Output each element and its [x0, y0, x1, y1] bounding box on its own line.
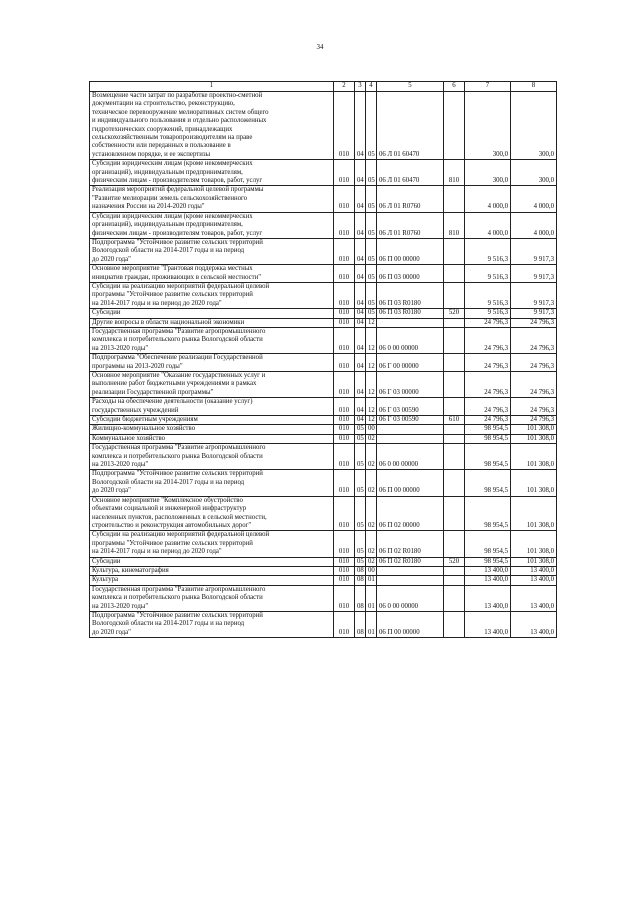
amount-2018-cell: 98 954,5	[465, 425, 511, 434]
grbs-code-cell: 010	[334, 282, 355, 308]
target-article-cell	[377, 576, 444, 585]
amount-2018-cell: 13 400,0	[465, 585, 511, 611]
grbs-code-cell: 010	[334, 92, 355, 160]
item-name-line: Вологодской области на 2014-2017 годы и на период	[92, 478, 245, 486]
amount-2019-cell: 24 796,3	[511, 318, 557, 327]
target-article-cell: 06 Л 01 R0760	[377, 186, 444, 212]
target-article-cell: 06 Л 01 R0760	[377, 212, 444, 238]
item-name-line: документации на строительство, реконструкцию,	[92, 100, 235, 108]
target-article-cell: 06 Г 00 00000	[377, 354, 444, 372]
expense-type-cell	[444, 496, 465, 531]
item-name-cell	[90, 160, 334, 186]
section-code-cell: 05	[355, 557, 366, 566]
item-name-line: сельскохозяйственным товаропроизводителям на праве	[92, 134, 253, 142]
grbs-code-cell: 010	[334, 576, 355, 585]
item-name-cell	[90, 398, 334, 416]
item-name-line: Другие вопросы в области национальной экономики	[92, 318, 245, 326]
amount-2018-cell: 9 516,3	[465, 309, 511, 318]
expense-type-cell	[444, 282, 465, 308]
item-name-line: Подпрограмма "Обеспечение реализации Государственной	[92, 354, 263, 362]
item-name-line: Субсидии на реализацию мероприятий федеральной целевой	[92, 282, 270, 290]
amount-2019-cell: 4 000,0	[511, 186, 557, 212]
expense-type-cell	[444, 531, 465, 557]
item-name-line: Реализация мероприятий федеральной целевой программы	[92, 186, 264, 194]
item-name-cell	[90, 372, 334, 398]
item-name-cell	[90, 566, 334, 575]
expense-type-cell	[444, 470, 465, 496]
subsection-code-cell: 02	[366, 434, 377, 443]
item-name-line: организаций), индивидуальным предпринимателям,	[92, 168, 243, 176]
header-cell: 6	[444, 82, 465, 92]
amount-2018-cell: 13 400,0	[465, 566, 511, 575]
amount-2019-cell: 24 796,3	[511, 398, 557, 416]
section-code-cell: 05	[355, 444, 366, 470]
item-name-line: Расходы на обеспечение деятельности (оказание услуг)	[92, 398, 253, 406]
table-row	[90, 92, 557, 160]
amount-2019-cell: 13 400,0	[511, 566, 557, 575]
subsection-code-cell: 05	[366, 186, 377, 212]
expense-type-cell: 810	[444, 212, 465, 238]
item-name-cell	[90, 238, 334, 264]
grbs-code-cell: 010	[334, 566, 355, 575]
item-name-cell	[90, 186, 334, 212]
item-name-line: программы на 2013-2020 годы"	[92, 362, 183, 370]
item-name-line: до 2020 года"	[92, 628, 131, 636]
section-code-cell: 04	[355, 265, 366, 283]
grbs-code-cell: 010	[334, 238, 355, 264]
subsection-code-cell: 01	[366, 576, 377, 585]
table-row	[90, 470, 557, 496]
subsection-code-cell: 00	[366, 566, 377, 575]
expense-type-cell	[444, 238, 465, 264]
table-row	[90, 212, 557, 238]
grbs-code-cell: 010	[334, 318, 355, 327]
subsection-code-cell: 02	[366, 531, 377, 557]
amount-2018-cell: 4 000,0	[465, 212, 511, 238]
section-code-cell: 04	[355, 160, 366, 186]
table-row	[90, 531, 557, 557]
amount-2018-cell: 98 954,5	[465, 496, 511, 531]
target-article-cell: 06 П 02 00000	[377, 496, 444, 531]
section-code-cell: 04	[355, 398, 366, 416]
amount-2018-cell: 24 796,3	[465, 416, 511, 425]
amount-2018-cell: 4 000,0	[465, 186, 511, 212]
table-row	[90, 416, 557, 425]
subsection-code-cell: 05	[366, 92, 377, 160]
header-cell: 4	[366, 82, 377, 92]
target-article-cell: 06 П 03 R0180	[377, 309, 444, 318]
subsection-code-cell: 05	[366, 160, 377, 186]
amount-2018-cell: 9 516,3	[465, 282, 511, 308]
expense-type-cell	[444, 318, 465, 327]
grbs-code-cell: 010	[334, 265, 355, 283]
amount-2019-cell: 101 308,0	[511, 470, 557, 496]
subsection-code-cell: 12	[366, 318, 377, 327]
item-name-line: Основное мероприятие "Оказание государственных услуг и	[92, 372, 266, 379]
amount-2018-cell: 300,0	[465, 92, 511, 160]
table-body	[90, 92, 557, 638]
subsection-code-cell: 05	[366, 265, 377, 283]
amount-2018-cell: 9 516,3	[465, 238, 511, 264]
amount-2019-cell: 300,0	[511, 92, 557, 160]
subsection-code-cell: 12	[366, 398, 377, 416]
item-name-line: выполнение работ бюджетными учреждениями в рамках	[92, 380, 257, 388]
grbs-code-cell: 010	[334, 444, 355, 470]
expense-type-cell: 610	[444, 416, 465, 425]
expense-type-cell	[444, 265, 465, 283]
item-name-cell	[90, 611, 334, 637]
expense-type-cell	[444, 585, 465, 611]
item-name-line: Субсидии юридическим лицам (кроме некоммерческих	[92, 212, 253, 220]
grbs-code-cell: 010	[334, 212, 355, 238]
table-row	[90, 425, 557, 434]
amount-2019-cell: 13 400,0	[511, 611, 557, 637]
item-name-line: Субсидии	[92, 309, 121, 317]
table-row	[90, 265, 557, 283]
amount-2018-cell: 13 400,0	[465, 576, 511, 585]
grbs-code-cell: 010	[334, 470, 355, 496]
section-code-cell: 05	[355, 434, 366, 443]
section-code-cell: 08	[355, 576, 366, 585]
amount-2018-cell: 24 796,3	[465, 327, 511, 353]
grbs-code-cell: 010	[334, 557, 355, 566]
section-code-cell: 04	[355, 186, 366, 212]
amount-2019-cell: 9 917,3	[511, 238, 557, 264]
amount-2019-cell: 9 917,3	[511, 309, 557, 318]
section-code-cell: 04	[355, 354, 366, 372]
item-name-line: "Развитие мелиорации земель сельскохозяйственного	[92, 194, 248, 202]
expense-type-cell: 520	[444, 309, 465, 318]
item-name-line: инициатив граждан, проживающих в сельской местности"	[92, 273, 262, 281]
target-article-cell: 06 Л 01 60470	[377, 160, 444, 186]
expense-type-cell: 520	[444, 557, 465, 566]
header-cell: 3	[355, 82, 366, 92]
subsection-code-cell: 02	[366, 557, 377, 566]
item-name-line: физическим лицам - производителям товаров, работ, услуг	[92, 177, 263, 185]
amount-2018-cell: 24 796,3	[465, 372, 511, 398]
amount-2018-cell: 24 796,3	[465, 398, 511, 416]
item-name-cell	[90, 531, 334, 557]
item-name-line: на 2013-2020 годы"	[92, 461, 149, 469]
item-name-line: Государственная программа "Развитие агропромышленного	[92, 327, 266, 335]
item-name-line: организаций), индивидуальным предпринимателям,	[92, 221, 243, 229]
item-name-cell	[90, 496, 334, 531]
grbs-code-cell: 010	[334, 309, 355, 318]
item-name-line: Основное мероприятие "Грантовая поддержка местных	[92, 265, 253, 273]
item-name-line: Вологодской области на 2014-2017 годы и на период	[92, 620, 245, 628]
item-name-line: Подпрограмма "Устойчивое развитие сельских территорий	[92, 238, 263, 246]
amount-2018-cell: 98 954,5	[465, 557, 511, 566]
table-row	[90, 566, 557, 575]
expense-type-cell	[444, 566, 465, 575]
amount-2018-cell: 24 796,3	[465, 318, 511, 327]
subsection-code-cell: 02	[366, 470, 377, 496]
amount-2018-cell: 98 954,5	[465, 444, 511, 470]
target-article-cell	[377, 566, 444, 575]
subsection-code-cell: 02	[366, 444, 377, 470]
section-code-cell: 04	[355, 212, 366, 238]
item-name-line: Возмещение части затрат по разработке проектно-сметной	[92, 92, 263, 99]
table-row	[90, 318, 557, 327]
table-row	[90, 444, 557, 470]
section-code-cell: 05	[355, 425, 366, 434]
item-name-line: на 2013-2020 годы"	[92, 344, 149, 352]
amount-2019-cell: 4 000,0	[511, 212, 557, 238]
section-code-cell: 04	[355, 309, 366, 318]
amount-2018-cell: 24 796,3	[465, 354, 511, 372]
expense-type-cell	[444, 372, 465, 398]
expense-type-cell	[444, 444, 465, 470]
section-code-cell: 04	[355, 92, 366, 160]
section-code-cell: 05	[355, 470, 366, 496]
grbs-code-cell: 010	[334, 434, 355, 443]
item-name-cell	[90, 470, 334, 496]
subsection-code-cell: 00	[366, 425, 377, 434]
section-code-cell: 04	[355, 238, 366, 264]
subsection-code-cell: 01	[366, 585, 377, 611]
section-code-cell: 08	[355, 611, 366, 637]
table-row	[90, 309, 557, 318]
item-name-line: и индивидуального пользования и отдельно расположенных	[92, 117, 267, 125]
section-code-cell: 04	[355, 372, 366, 398]
grbs-code-cell: 010	[334, 496, 355, 531]
item-name-cell	[90, 434, 334, 443]
grbs-code-cell: 010	[334, 327, 355, 353]
expense-type-cell	[444, 425, 465, 434]
grbs-code-cell: 010	[334, 354, 355, 372]
expense-type-cell	[444, 354, 465, 372]
target-article-cell: 06 0 00 00000	[377, 444, 444, 470]
target-article-cell	[377, 434, 444, 443]
subsection-code-cell: 02	[366, 496, 377, 531]
section-code-cell: 08	[355, 566, 366, 575]
item-name-cell	[90, 576, 334, 585]
subsection-code-cell: 12	[366, 416, 377, 425]
budget-table	[89, 81, 557, 638]
amount-2018-cell: 9 516,3	[465, 265, 511, 283]
table-row	[90, 282, 557, 308]
target-article-cell	[377, 425, 444, 434]
target-article-cell	[377, 318, 444, 327]
section-code-cell: 04	[355, 318, 366, 327]
item-name-cell	[90, 92, 334, 160]
item-name-line: Культура	[92, 576, 119, 584]
item-name-cell	[90, 212, 334, 238]
item-name-line: Субсидии на реализацию мероприятий федеральной целевой	[92, 531, 270, 539]
target-article-cell: 06 Л 01 60470	[377, 92, 444, 160]
item-name-line: объектами социальной и инженерной инфраструктур	[92, 505, 247, 513]
target-article-cell: 06 0 00 00000	[377, 327, 444, 353]
item-name-line: комплекса и потребительского рынка Вологодской области	[92, 452, 263, 460]
expense-type-cell	[444, 611, 465, 637]
amount-2018-cell: 13 400,0	[465, 611, 511, 637]
header-cell: 5	[377, 82, 444, 92]
item-name-line: Вологодской области на 2014-2017 годы и на период	[92, 247, 245, 255]
item-name-line: строительство и реконструкция автомобильных дорог"	[92, 521, 252, 529]
subsection-code-cell: 01	[366, 611, 377, 637]
amount-2018-cell: 98 954,5	[465, 434, 511, 443]
item-name-line: программы "Устойчивое развитие сельских территорий	[92, 291, 253, 299]
grbs-code-cell: 010	[334, 425, 355, 434]
subsection-code-cell: 05	[366, 309, 377, 318]
page-number: 34	[316, 43, 324, 51]
item-name-cell	[90, 309, 334, 318]
item-name-line: Государственная программа "Развитие агропромышленного	[92, 444, 266, 452]
table-row	[90, 496, 557, 531]
item-name-line: комплекса и потребительского рынка Вологодской области	[92, 594, 263, 602]
table-row	[90, 160, 557, 186]
item-name-line: до 2020 года"	[92, 487, 131, 495]
amount-2019-cell: 13 400,0	[511, 585, 557, 611]
expense-type-cell	[444, 434, 465, 443]
item-name-line: на 2014-2017 годы и на период до 2020 года"	[92, 299, 222, 307]
item-name-line: техническое перевооружение мелиоративных систем общего	[92, 108, 269, 116]
table-header-row	[90, 82, 557, 92]
item-name-line: на 2014-2017 годы и на период до 2020 года"	[92, 548, 222, 556]
grbs-code-cell: 010	[334, 186, 355, 212]
subsection-code-cell: 05	[366, 282, 377, 308]
subsection-code-cell: 05	[366, 212, 377, 238]
amount-2019-cell: 24 796,3	[511, 354, 557, 372]
target-article-cell: 06 П 00 00000	[377, 238, 444, 264]
expense-type-cell	[444, 92, 465, 160]
amount-2019-cell: 13 400,0	[511, 576, 557, 585]
amount-2019-cell: 9 917,3	[511, 282, 557, 308]
item-name-line: Основное мероприятие "Комплексное обустройство	[92, 496, 243, 504]
item-name-cell	[90, 354, 334, 372]
item-name-line: назначения России на 2014-2020 годы"	[92, 203, 205, 211]
table-row	[90, 238, 557, 264]
target-article-cell: 06 П 00 00000	[377, 611, 444, 637]
target-article-cell: 06 П 02 R0180	[377, 531, 444, 557]
expense-type-cell	[444, 398, 465, 416]
item-name-line: комплекса и потребительского рынка Вологодской области	[92, 336, 263, 344]
grbs-code-cell: 010	[334, 372, 355, 398]
item-name-line: Коммунальное хозяйство	[92, 434, 166, 442]
section-code-cell: 04	[355, 416, 366, 425]
target-article-cell: 06 П 03 R0180	[377, 282, 444, 308]
subsection-code-cell: 12	[366, 327, 377, 353]
amount-2018-cell: 98 954,5	[465, 531, 511, 557]
target-article-cell: 06 П 02 R0180	[377, 557, 444, 566]
item-name-line: установленном порядке, и ее экспертизы	[92, 150, 211, 158]
section-code-cell: 05	[355, 531, 366, 557]
header-cell: 1	[90, 82, 334, 92]
item-name-cell	[90, 425, 334, 434]
item-name-line: реализации Государственной программы"	[92, 388, 214, 396]
target-article-cell: 06 Г 03 00590	[377, 416, 444, 425]
item-name-line: до 2020 года"	[92, 255, 131, 263]
table-row	[90, 576, 557, 585]
amount-2018-cell: 98 954,5	[465, 470, 511, 496]
item-name-line: программы "Устойчивое развитие сельских территорий	[92, 539, 253, 547]
table-row	[90, 327, 557, 353]
subsection-code-cell: 12	[366, 354, 377, 372]
item-name-line: гидротехнических сооружений, принадлежащих	[92, 125, 233, 133]
section-code-cell: 08	[355, 585, 366, 611]
header-cell: 2	[334, 82, 355, 92]
amount-2019-cell: 101 308,0	[511, 557, 557, 566]
amount-2019-cell: 24 796,3	[511, 416, 557, 425]
table-row	[90, 354, 557, 372]
section-code-cell: 04	[355, 327, 366, 353]
expense-type-cell	[444, 327, 465, 353]
grbs-code-cell: 010	[334, 416, 355, 425]
item-name-line: Субсидии бюджетным учреждениям	[92, 416, 198, 424]
section-code-cell: 04	[355, 282, 366, 308]
amount-2019-cell: 24 796,3	[511, 372, 557, 398]
item-name-line: Подпрограмма "Устойчивое развитие сельских территорий	[92, 611, 263, 619]
amount-2019-cell: 300,0	[511, 160, 557, 186]
target-article-cell: 06 П 00 00000	[377, 470, 444, 496]
header-cell: 8	[511, 82, 557, 92]
amount-2019-cell: 9 917,3	[511, 265, 557, 283]
item-name-line: Субсидии	[92, 557, 121, 565]
table-row	[90, 611, 557, 637]
table-row	[90, 186, 557, 212]
target-article-cell: 06 0 00 00000	[377, 585, 444, 611]
table-row	[90, 557, 557, 566]
expense-type-cell	[444, 576, 465, 585]
table-row	[90, 372, 557, 398]
item-name-line: Подпрограмма "Устойчивое развитие сельских территорий	[92, 470, 263, 478]
item-name-cell	[90, 265, 334, 283]
item-name-line: Субсидии юридическим лицам (кроме некоммерческих	[92, 160, 253, 168]
item-name-cell	[90, 327, 334, 353]
amount-2019-cell: 101 308,0	[511, 425, 557, 434]
item-name-line: собственности или переданных в пользование в	[92, 142, 231, 150]
header-cell: 7	[465, 82, 511, 92]
grbs-code-cell: 010	[334, 531, 355, 557]
target-article-cell: 06 Г 03 00590	[377, 398, 444, 416]
item-name-line: физическим лицам - производителям товаров, работ, услуг	[92, 229, 263, 237]
grbs-code-cell: 010	[334, 160, 355, 186]
target-article-cell: 06 П 03 00000	[377, 265, 444, 283]
item-name-line: государственных учреждений	[92, 406, 179, 414]
section-code-cell: 05	[355, 496, 366, 531]
item-name-cell	[90, 282, 334, 308]
table-row	[90, 398, 557, 416]
subsection-code-cell: 05	[366, 238, 377, 264]
item-name-line: Культура, кинематография	[92, 566, 169, 574]
table-row	[90, 585, 557, 611]
table-row	[90, 434, 557, 443]
amount-2019-cell: 101 308,0	[511, 496, 557, 531]
grbs-code-cell: 010	[334, 585, 355, 611]
item-name-line: на 2013-2020 годы"	[92, 602, 149, 610]
item-name-cell	[90, 444, 334, 470]
amount-2019-cell: 101 308,0	[511, 434, 557, 443]
subsection-code-cell: 12	[366, 372, 377, 398]
amount-2018-cell: 300,0	[465, 160, 511, 186]
item-name-line: населенных пунктов, расположенных в сельской местности,	[92, 513, 267, 521]
target-article-cell: 06 Г 03 00000	[377, 372, 444, 398]
item-name-cell	[90, 416, 334, 425]
item-name-line: Государственная программа "Развитие агропромышленного	[92, 585, 266, 593]
item-name-cell	[90, 318, 334, 327]
expense-type-cell	[444, 186, 465, 212]
grbs-code-cell: 010	[334, 398, 355, 416]
item-name-line: Жилищно-коммунальное хозяйство	[92, 425, 196, 433]
item-name-cell	[90, 585, 334, 611]
item-name-cell	[90, 557, 334, 566]
expense-type-cell: 810	[444, 160, 465, 186]
amount-2019-cell: 101 308,0	[511, 444, 557, 470]
amount-2019-cell: 24 796,3	[511, 327, 557, 353]
amount-2019-cell: 101 308,0	[511, 531, 557, 557]
grbs-code-cell: 010	[334, 611, 355, 637]
